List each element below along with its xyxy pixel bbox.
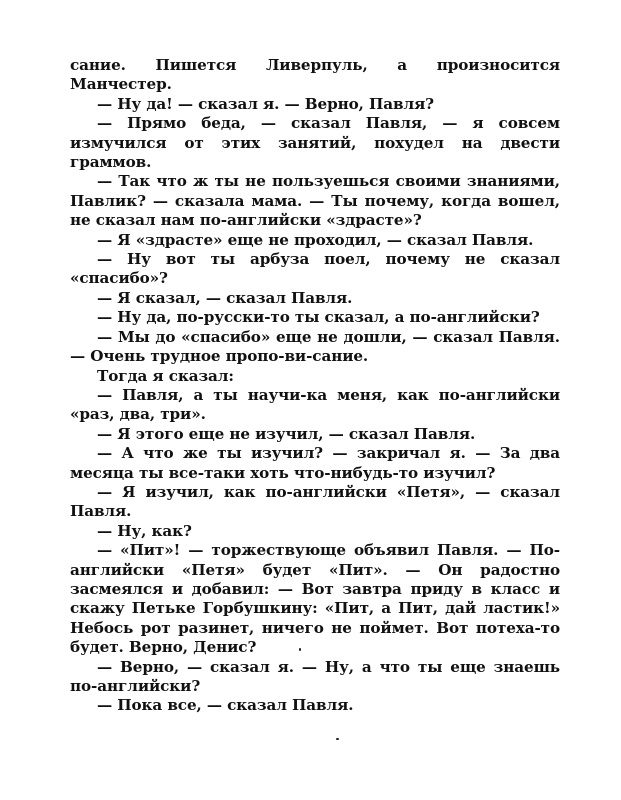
paragraph: — А что же ты изучил? — закричал я. — За два месяца ты все-таки хоть что-нибудь-то изучил? [70, 444, 560, 482]
scan-speck [336, 738, 339, 740]
paragraph: — Так что ж ты не пользуешься своими знаниями, Павлик? — сказала мама. — Ты почему, когда вошел, не сказал нам по-английски «здрасте»? [70, 172, 560, 230]
paragraph: — Ну, как? [97, 521, 192, 540]
paragraph: Тогда я сказал: [97, 366, 234, 385]
paragraph: — «Пит»! — торжествующе объявил Павля. — По-английски «Петя» будет «Пит». — Он радостно засмеялся и добавил: — Вот завтра приду в класс и скажу Петьке Горбушкину: «Пит, а Пит, дай ластик!» Небось рот разинет, ничего не поймет. Вот потеха-то будет. Верно, Денис? [70, 541, 560, 657]
paragraph: — Павля, а ты научи-ка меня, как по-английски «раз, два, три». [70, 385, 560, 424]
paragraph: — Прямо беда, — сказал Павля, — я совсем измучился от этих занятий, похудел на двести граммов. [70, 114, 560, 172]
paragraph: — Я сказал, — сказал Павля. [97, 288, 353, 307]
paragraph: — Я «здрасте» еще не проходил, — сказал Павля. [97, 230, 534, 249]
paragraph: — Мы до «спасибо» еще не дошли, — сказал Павля. — Очень трудное пропо-ви-сание. [70, 327, 560, 366]
paragraph: — Пока все, — сказал Павля. [97, 696, 354, 715]
paragraph: — Ну вот ты арбуза поел, почему не сказал «спасибо»? [70, 250, 560, 288]
paragraph: — Я этого еще не изучил, — сказал Павля. [97, 424, 476, 443]
paragraph: — Ну да! — сказал я. — Верно, Павля? [97, 94, 434, 113]
scan-speck [299, 648, 301, 651]
paragraph: — Верно, — сказал я. — Ну, а что ты еще знаешь по-английски? [70, 657, 560, 695]
paragraph: сание. Пишется Ливерпуль, а произносится Манчестер. [70, 56, 560, 94]
paragraph: — Я изучил, как по-английски «Петя», — сказал Павля. [70, 482, 560, 521]
paragraph: — Ну да, по-русски-то ты сказал, а по-английски? [97, 308, 540, 327]
page-text [70, 56, 560, 716]
